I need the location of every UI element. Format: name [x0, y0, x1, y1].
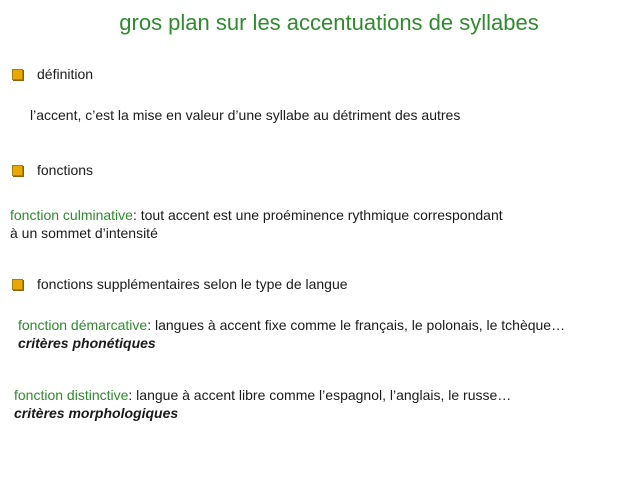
bullet-definition [12, 66, 93, 82]
distinctive-criteria: critères morphologiques [14, 405, 179, 421]
demarcative-criteria: critères phonétiques [18, 335, 156, 351]
distinctive-term: fonction distinctive [14, 387, 129, 403]
distinctive-line [14, 386, 511, 404]
distinctive-text: : langue à accent libre comme l’espagnol, l’anglais, le russe… [128, 387, 512, 403]
bullet-fonctions [12, 162, 93, 178]
culminative-term: fonction culminative [10, 207, 133, 223]
culminative-text-2: à un sommet d’intensité [10, 225, 158, 241]
square-bullet-icon [12, 69, 23, 80]
culminative-paragraph [10, 206, 503, 242]
culminative-text-1: : tout accent est une proéminence rythmique correspondant [132, 207, 503, 223]
demarcative-term: fonction démarcative [18, 317, 148, 333]
definition-text: l’accent, c’est la mise en valeur d’une syllabe au détriment des autres [30, 107, 461, 123]
definition-heading: définition [37, 66, 94, 82]
bullet-supplementaires [12, 276, 348, 292]
page-title: gros plan sur les accentuations de syllabes [119, 10, 539, 35]
distinctive-paragraph [14, 386, 511, 422]
square-bullet-icon [12, 279, 23, 290]
culminative-line-1 [10, 206, 503, 224]
square-bullet-icon [12, 165, 23, 176]
demarcative-text: : langues à accent fixe comme le français, le polonais, le tchèque… [147, 317, 566, 333]
demarcative-line [18, 316, 565, 334]
fonctions-heading: fonctions [37, 162, 94, 178]
demarcative-paragraph [18, 316, 565, 352]
supplementaires-heading: fonctions supplémentaires selon le type de langue [37, 276, 348, 292]
